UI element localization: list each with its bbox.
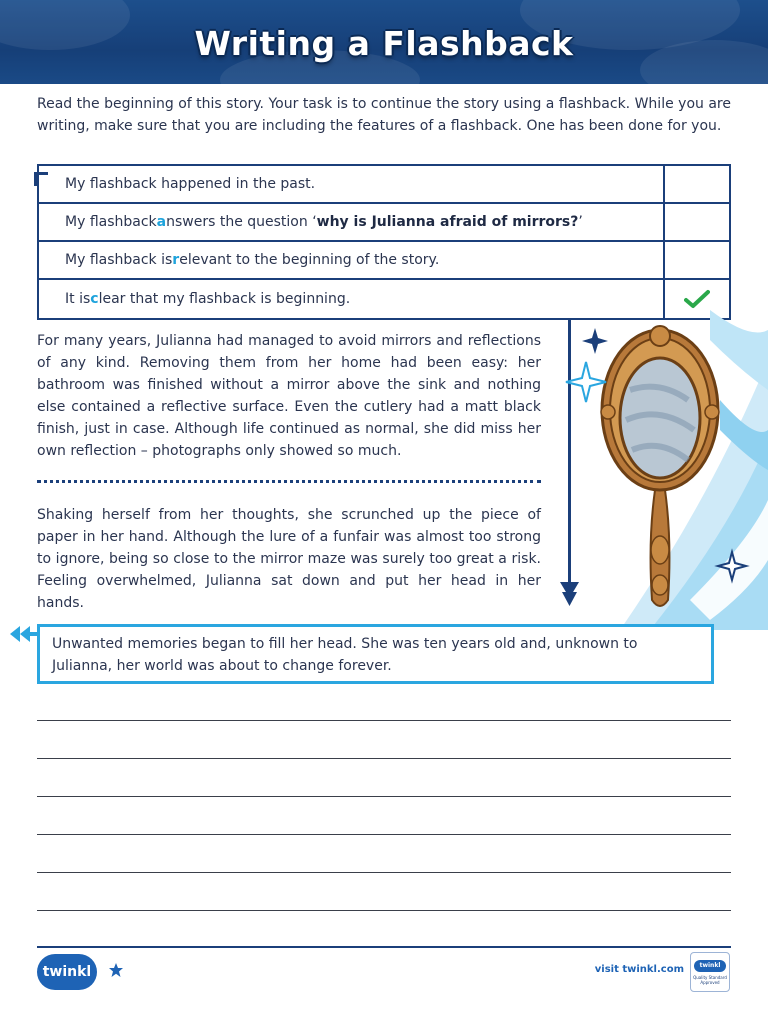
rewind-arrow-icon — [8, 624, 38, 644]
checkbox[interactable] — [663, 204, 729, 240]
checklist-item-text — [39, 166, 663, 202]
badge-logo: twinkl — [694, 960, 726, 972]
writing-line[interactable] — [37, 910, 731, 911]
star-icon — [108, 962, 124, 978]
story-paragraph-2: Shaking herself from her thoughts, she scrunched up the piece of paper in her hand. Although the lure of a funfair was almost too strong to ignore, being so close to the mirror maze was surely too great a risk. Feeling overwhelmed, Julianna sat down and put her head in her hands. — [37, 507, 541, 611]
checklist-text: nswers the question ‘ — [166, 214, 317, 230]
checklist-item-text — [39, 242, 663, 278]
checkbox[interactable] — [663, 242, 729, 278]
writing-line[interactable] — [37, 872, 731, 873]
page-header — [0, 0, 768, 84]
badge-text: Quality Standard Approved — [693, 974, 727, 985]
checklist-text: My flashback is — [65, 252, 173, 268]
bold-question: why is Julianna afraid of mirrors? — [316, 214, 579, 230]
checklist-text: elevant to the beginning of the story. — [179, 252, 440, 268]
sparkle-icon — [582, 328, 608, 354]
checklist-row — [39, 242, 729, 280]
flashback-example-box — [37, 624, 714, 684]
timeline-arrow-icon — [562, 592, 577, 606]
page-title: Writing a Flashback — [194, 24, 574, 63]
checklist-text: My flashback happened in the past. — [65, 176, 316, 192]
highlight-letter: r — [172, 252, 180, 268]
highlight-letter: a — [156, 214, 167, 230]
checklist-row — [39, 204, 729, 242]
checklist-corner-tab — [34, 172, 48, 186]
mirror-illustration — [560, 300, 768, 630]
dotted-separator — [37, 480, 541, 483]
twinkl-logo: twinkl — [37, 954, 97, 990]
flashback-example-text: Unwanted memories began to fill her head. She was ten years old and, unknown to Julianna, her world was about to change forever. — [52, 636, 638, 674]
checklist-text: My flashback — [65, 214, 157, 230]
writing-line[interactable] — [37, 796, 731, 797]
checklist-text: It is — [65, 291, 91, 307]
instructions-text: Read the beginning of this story. Your task is to continue the story using a flashback. While you are writing, make sure that you are including the features of a flashback. One has been done for you. — [37, 96, 731, 134]
checklist-text: lear that my flashback is beginning. — [98, 291, 351, 307]
writing-line[interactable] — [37, 834, 731, 835]
checklist-row — [39, 166, 729, 204]
timeline-line — [568, 318, 571, 590]
checklist-text: ’ — [578, 214, 583, 230]
features-checklist — [37, 164, 731, 320]
footer-divider — [37, 946, 731, 948]
story-paragraph-1: For many years, Julianna had managed to avoid mirrors and reflections of any kind. Removing them from her home had been easy: her bathroom was finished without a mirror above the sink and nothing else contained a reflective surface. Even the cutlery had a matt black finish, just in case. Although life continued as normal, she did miss her own reflection – photographs only showed so much. — [37, 333, 541, 459]
writing-line[interactable] — [37, 720, 731, 721]
highlight-letter: c — [90, 291, 99, 307]
website-link[interactable]: visit twinkl.com — [594, 964, 684, 975]
checklist-item-text — [39, 204, 663, 240]
checkbox[interactable] — [663, 166, 729, 202]
quality-badge — [690, 952, 730, 992]
sparkle-icon — [566, 362, 606, 402]
writing-line[interactable] — [37, 758, 731, 759]
